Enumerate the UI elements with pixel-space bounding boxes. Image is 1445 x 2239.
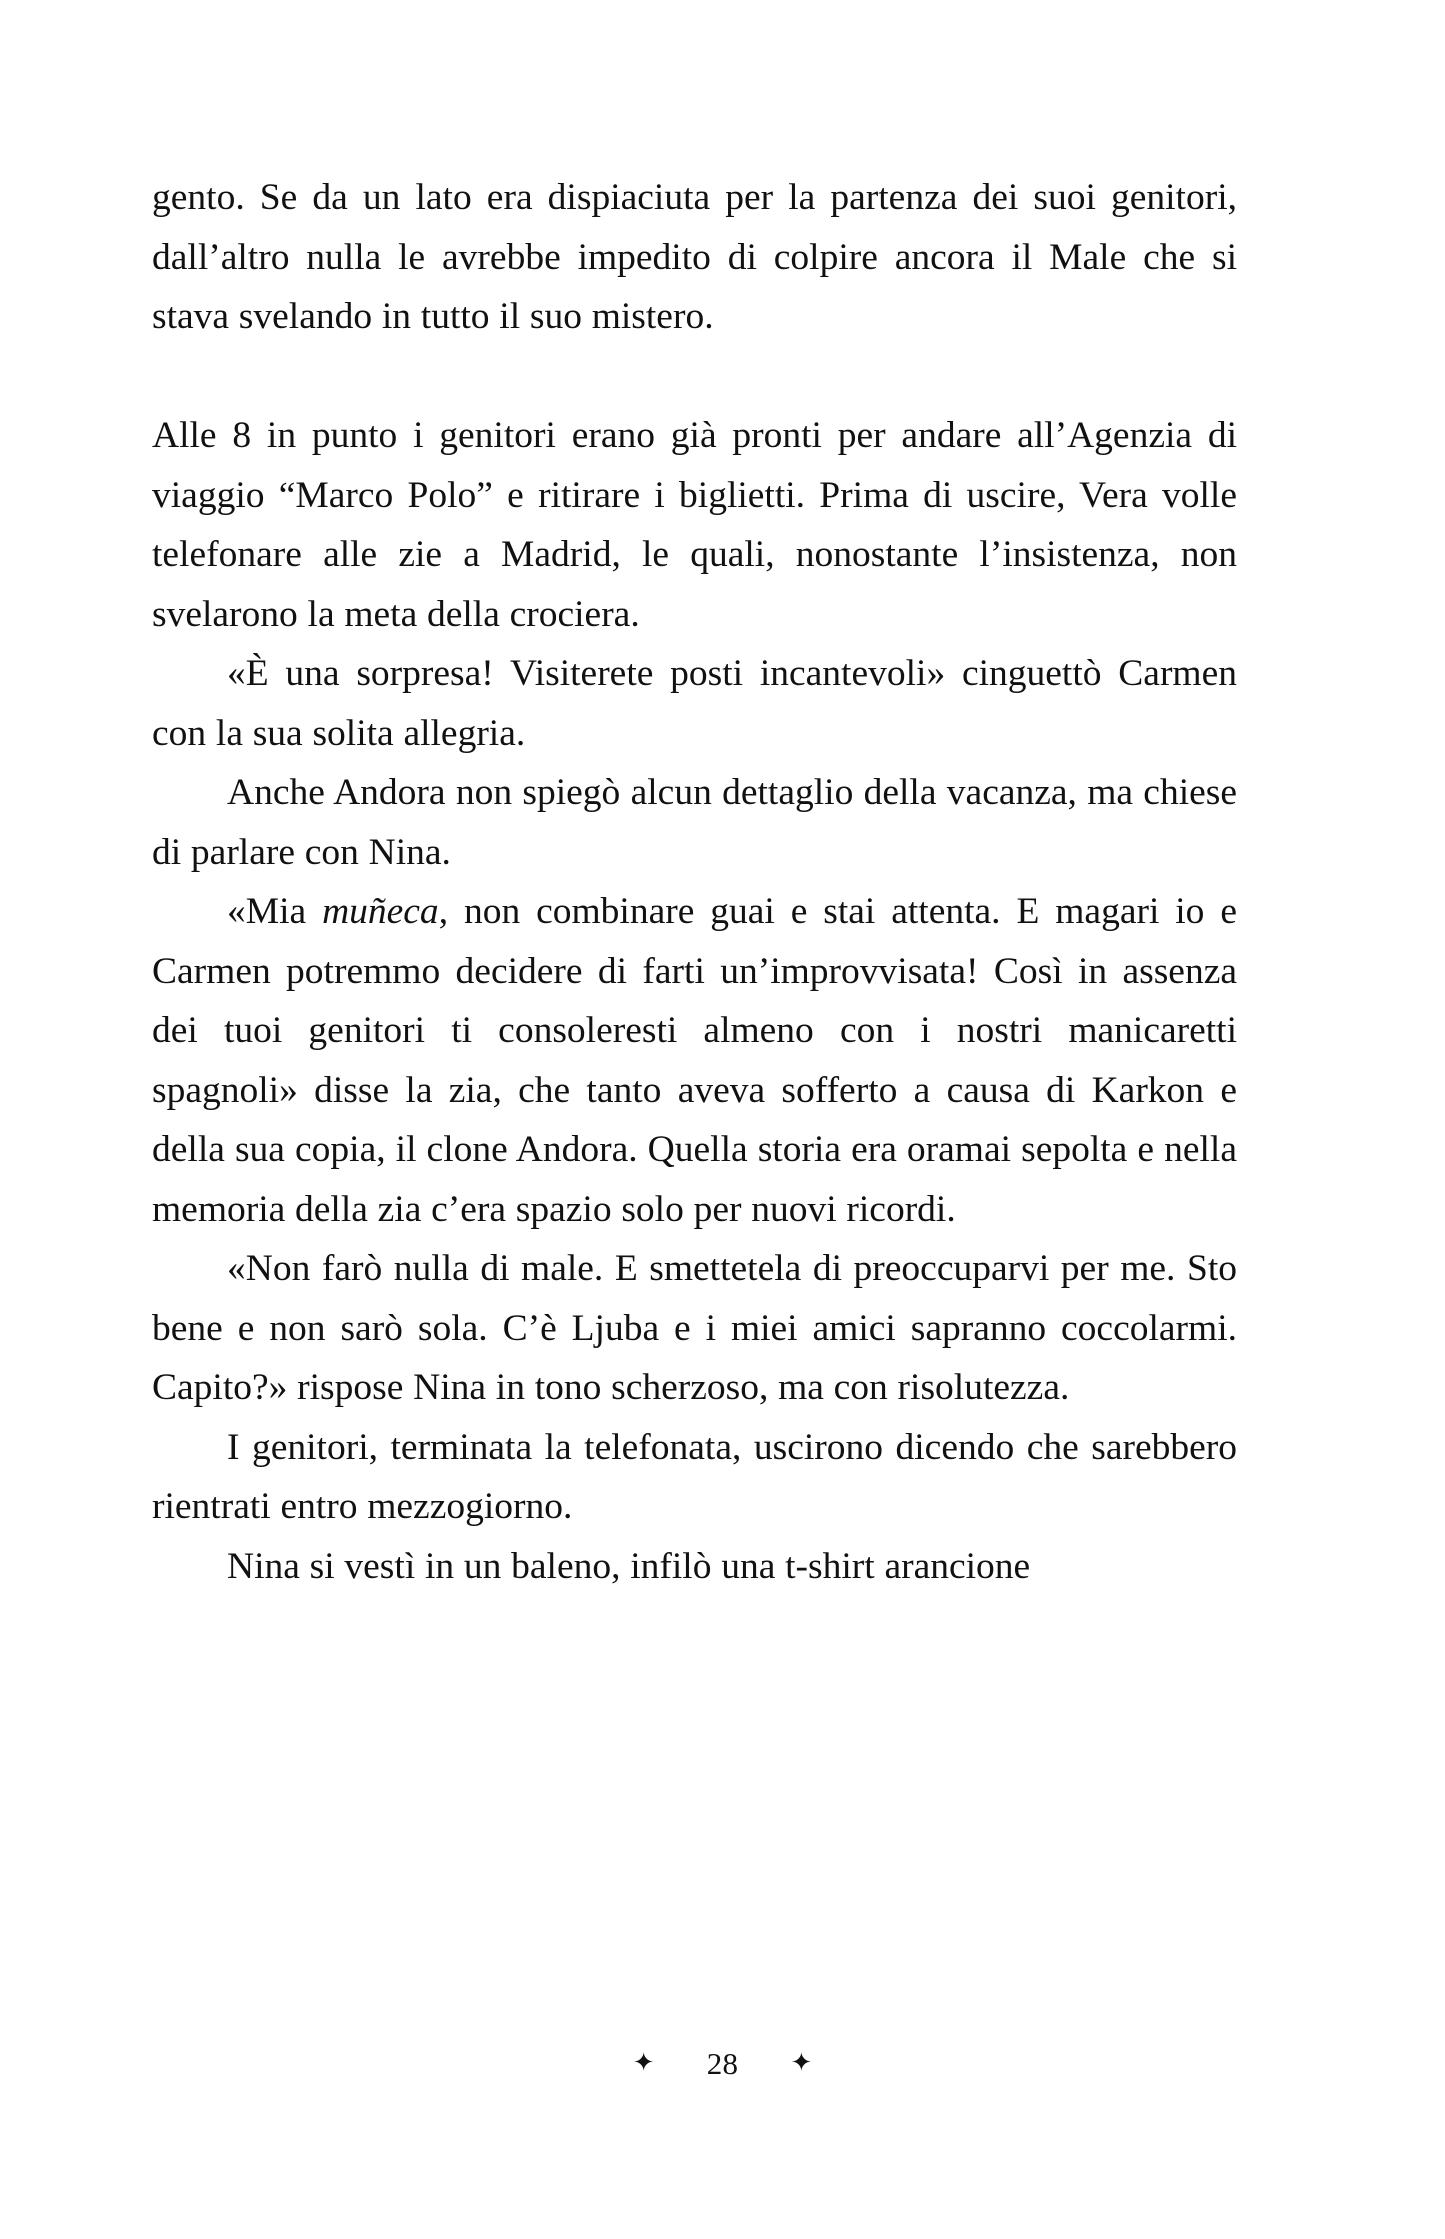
paragraph-1: gento. Se da un lato era dispiaciuta per la partenza dei suoi genitori, dall’altro nulla le avrebbe impedito di colpire ancora il Male che si stava svelando in tutto il suo mistero.	[152, 177, 1237, 337]
paragraph-5-part-1: «Mia	[227, 891, 323, 932]
paragraph-5-part-3: , non combinare guai e stai attenta. E magari io e Carmen potremmo decidere di farti un’improvvisata! Così in assenza dei tuoi genitori ti consoleresti almeno con i nostri manicaretti spagnoli» disse la zia, che tanto aveva sofferto a causa di Karkon e della sua copia, il clone Andora. Quella storia era oramai sepolta e nella memoria della zia c’era spazio solo per nuovi ricordi.	[152, 891, 1237, 1230]
page-footer	[0, 2048, 1445, 2079]
paragraph-5-dialogue-zia	[152, 882, 1237, 1239]
star-ornament-left-icon: ✦	[632, 2047, 655, 2077]
foreign-word-muneca: muñeca	[322, 891, 439, 932]
paragraph-6-dialogue-nina: «Non farò nulla di male. E smettetela di preoccuparvi per me. Sto bene e non sarò sola. C’è Ljuba e i miei amici sapranno coccolarmi. Capito?» rispose Nina in tono scherzoso, ma con risolutezza.	[152, 1248, 1237, 1408]
page-number: 28	[706, 2046, 739, 2081]
paragraph-4-andora: Anche Andora non spiegò alcun dettaglio della vacanza, ma chiese di parlare con Nina.	[152, 772, 1237, 873]
star-ornament-right-icon: ✦	[790, 2047, 813, 2077]
paragraph-2: Alle 8 in punto i genitori erano già pronti per andare all’Agenzia di viaggio “Marco Polo” e ritirare i biglietti. Prima di uscire, Vera volle telefonare alle zie a Madrid, le quali, nonostante l’insistenza, non svelarono la meta della crociera.	[152, 415, 1237, 635]
paragraph-8-final: Nina si vestì in un baleno, infilò una t-shirt arancione	[227, 1545, 1031, 1587]
body-text-block	[152, 168, 1237, 1596]
paragraph-7-genitori: I genitori, terminata la telefonata, uscirono dicendo che sarebbero rientrati entro mezzogiorno.	[152, 1426, 1237, 1527]
paragraph-3-dialogue-carmen: «È una sorpresa! Visiterete posti incantevoli» cinguettò Carmen con la sua solita allegria.	[152, 653, 1237, 754]
